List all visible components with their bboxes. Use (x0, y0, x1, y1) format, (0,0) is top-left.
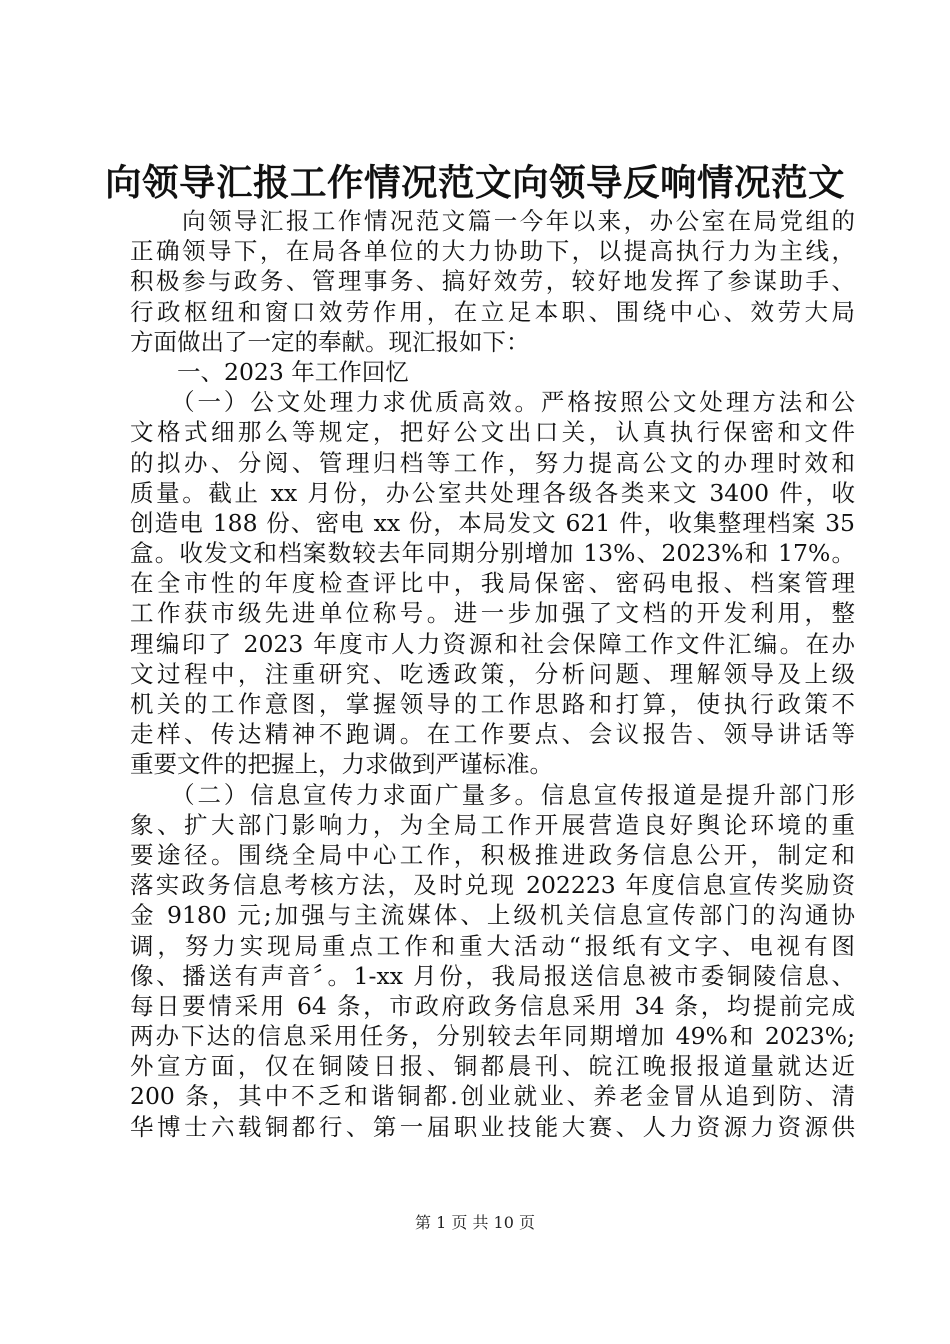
document-body (130, 206, 855, 1142)
page-number-footer: 第 1 页 共 10 页 (415, 1213, 535, 1232)
body-line: 金 9180 元;加强与主流媒体、上级机关信息宣传部门的沟通协 (130, 901, 855, 930)
body-line: 方面做出了一定的奉献。现汇报如下： (130, 327, 530, 356)
body-line: 调，努力实现局重点工作和重大活动“报纸有文字、电视有图 (130, 931, 855, 960)
body-line: 要途径。围绕全局中心工作，积极推进政务信息公开，制定和 (130, 840, 855, 869)
body-line: 外宣方面，仅在铜陵日报、铜都晨刊、皖江晚报报道量就达近 (130, 1052, 855, 1081)
body-line: 机关的工作意图，掌握领导的工作思路和打算，使执行政策不 (130, 690, 855, 718)
body-line: 落实政务信息考核方法，及时兑现 202223 年度信息宣传奖励资 (130, 871, 855, 900)
body-line: 创造电 188 份、密电 xx 份，本局发文 621 件，收集整理档案 35 (130, 508, 855, 537)
body-line: 像、播送有声音〞。1-xx 月份，我局报送信息被市委铜陵信息、 (130, 961, 855, 990)
document-title: 向领导汇报工作情况范文向领导反响情况范文 (105, 161, 845, 204)
body-line: 每日要情采用 64 条，市政府政务信息采用 34 条，均提前完成 (130, 991, 855, 1020)
body-line: 文格式细那么等规定，把好公文出口关，认真执行保密和文件 (130, 418, 855, 447)
body-line: （二）信息宣传力求面广量多。信息宣传报道是提升部门形 (130, 780, 855, 809)
body-line: 在全市性的年度检查评比中，我局保密、密码电报、档案管理 (130, 569, 855, 598)
body-line: 工作获市级先进单位称号。进一步加强了文档的开发利用，整 (130, 599, 855, 628)
body-line: 正确领导下，在局各单位的大力协助下，以提高执行力为主线， (130, 237, 855, 266)
body-line: 理编印了 2023 年度市人力资源和社会保障工作文件汇编。在办 (130, 629, 855, 658)
body-line: 两办下达的信息采用任务，分别较去年同期增加 49%和 2023%; (130, 1022, 855, 1051)
body-line: 重要文件的把握上，力求做到严谨标准。 (130, 750, 553, 779)
body-line: 向领导汇报工作情况范文篇一今年以来，办公室在局党组的 (130, 207, 855, 235)
body-line: 走样、传达精神不跑调。在工作要点、会议报告、领导讲话等 (130, 720, 855, 749)
body-line: 积极参与政务、管理事务、搞好效劳，较好地发挥了参谋助手、 (130, 267, 855, 296)
body-line: 华博士六载铜都行、第一届职业技能大赛、人力资源力资源供 (130, 1112, 855, 1141)
body-line: （一）公文处理力求优质高效。严格按照公文处理方法和公 (130, 388, 855, 417)
body-line: 行政枢纽和窗口效劳作用，在立足本职、围绕中心、效劳大局 (130, 297, 855, 326)
body-line: 的拟办、分阅、管理归档等工作，努力提高公文的办理时效和 (130, 448, 855, 477)
body-line: 象、扩大部门影响力，为全局工作开展营造良好舆论环境的重 (130, 810, 855, 839)
body-line: 文过程中，注重研究、吃透政策，分析问题、理解领导及上级 (130, 659, 855, 688)
body-line: 质量。截止 xx 月份，办公室共处理各级各类来文 3400 件，收 (130, 478, 855, 507)
body-line: 盒。收发文和档案数较去年同期分别增加 13%、2023%和 17%。 (130, 539, 855, 568)
section-heading: 一、2023 年工作回忆 (130, 357, 409, 386)
body-line: 200 条，其中不乏和谐铜都.创业就业、养老金冒从追到防、清 (130, 1082, 855, 1111)
